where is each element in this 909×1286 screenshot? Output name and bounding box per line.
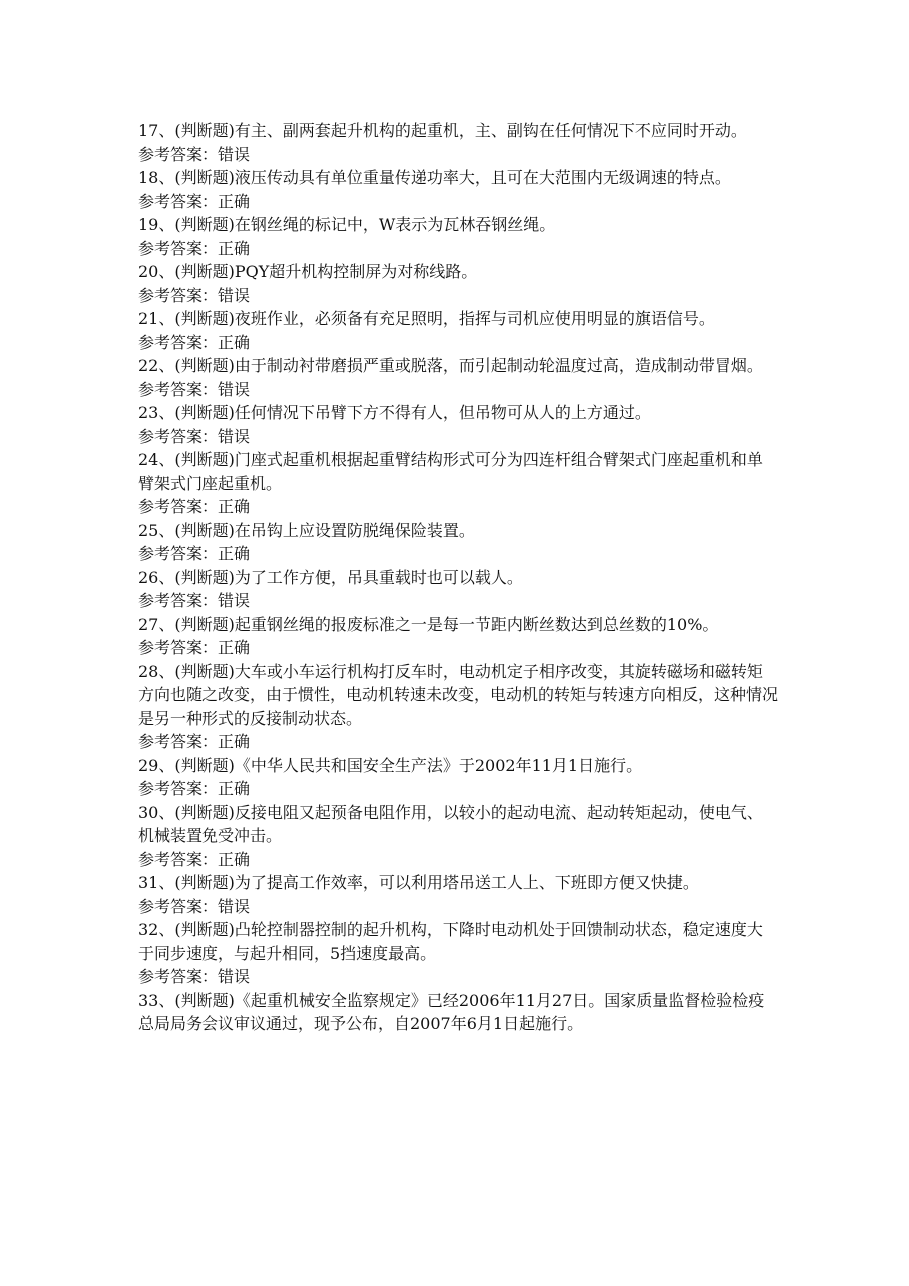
question-text: 32、(判断题)凸轮控制器控制的起升机构，下降时电动机处于回馈制动状态，稳定速度大于同步速度，与起升相同，5挡速度最高。 [138, 920, 763, 963]
answer-text: 参考答案：正确 [138, 779, 251, 798]
question-text: 29、(判断题)《中华人民共和国安全生产法》于2002年11月1日施行。 [138, 755, 643, 775]
answer-text: 参考答案：错误 [138, 144, 251, 164]
question-text: 33、(判断题)《起重机械安全监察规定》已经2006年11月27日。国家质量监督检验检疫总局局务会议审议通过，现予公布，自2007年6月1日起施行。 [138, 990, 765, 1033]
question-text: 17、(判断题)有主、副两套起升机构的起重机，主、副钩在任何情况下不应同时开动。 [138, 121, 747, 140]
question-text: 19、(判断题)在钢丝绳的标记中，W表示为瓦林吞钢丝绳。 [138, 215, 556, 234]
question-text: 30、(判断题)反接电阻又起预备电阻作用，以较小的起动电流、起动转矩起动，使电气、机械装置免受冲击。 [138, 802, 763, 845]
answer-text: 参考答案：正确 [138, 332, 251, 352]
question-text: 28、(判断题)大车或小车运行机构打反车时，电动机定子相序改变，其旋转磁场和磁转矩方向也随之改变，由于惯性，电动机转速未改变，电动机的转矩与转速方向相反，这种情况是另一种形式的反接制动状态。 [138, 661, 779, 728]
answer-text: 参考答案：错误 [138, 426, 251, 446]
question-text: 23、(判断题)任何情况下吊臂下方不得有人，但吊物可从人的上方通过。 [138, 403, 651, 422]
answer-text: 参考答案：错误 [138, 285, 251, 305]
question-text: 18、(判断题)液压传动具有单位重量传递功率大，且可在大范围内无级调速的特点。 [138, 168, 731, 187]
question-text: 27、(判断题)起重钢丝绳的报废标准之一是每一节距内断丝数达到总丝数的10%。 [138, 614, 719, 634]
answer-text: 参考答案：错误 [138, 896, 251, 916]
answer-text: 参考答案：正确 [138, 191, 251, 211]
question-text: 31、(判断题)为了提高工作效率，可以利用塔吊送工人上、下班即方便又快捷。 [138, 873, 699, 892]
question-text: 24、(判断题)门座式起重机根据起重臂结构形式可分为四连杆组合臂架式门座起重机和单臂架式门座起重机。 [138, 450, 763, 493]
question-text: 22、(判断题)由于制动衬带磨损严重或脱落，而引起制动轮温度过高，造成制动带冒烟。 [138, 356, 763, 375]
question-text: 21、(判断题)夜班作业，必须备有充足照明，指挥与司机应使用明显的旗语信号。 [138, 309, 715, 328]
answer-text: 参考答案：错误 [138, 591, 251, 610]
question-text: 25、(判断题)在吊钩上应设置防脱绳保险装置。 [138, 520, 475, 540]
answer-text: 参考答案：错误 [138, 379, 251, 399]
question-text: 26、(判断题)为了工作方便，吊具重载时也可以载人。 [138, 567, 523, 587]
answer-text: 参考答案：正确 [138, 849, 251, 869]
answer-text: 参考答案：正确 [138, 638, 251, 657]
answer-text: 参考答案：正确 [138, 238, 251, 258]
answer-text: 参考答案：正确 [138, 544, 251, 563]
question-text: 20、(判断题)PQY超升机构控制屏为对称线路。 [138, 262, 478, 281]
document-body [138, 119, 778, 1036]
answer-text: 参考答案：错误 [138, 967, 251, 986]
answer-text: 参考答案：正确 [138, 732, 251, 751]
answer-text: 参考答案：正确 [138, 497, 251, 516]
